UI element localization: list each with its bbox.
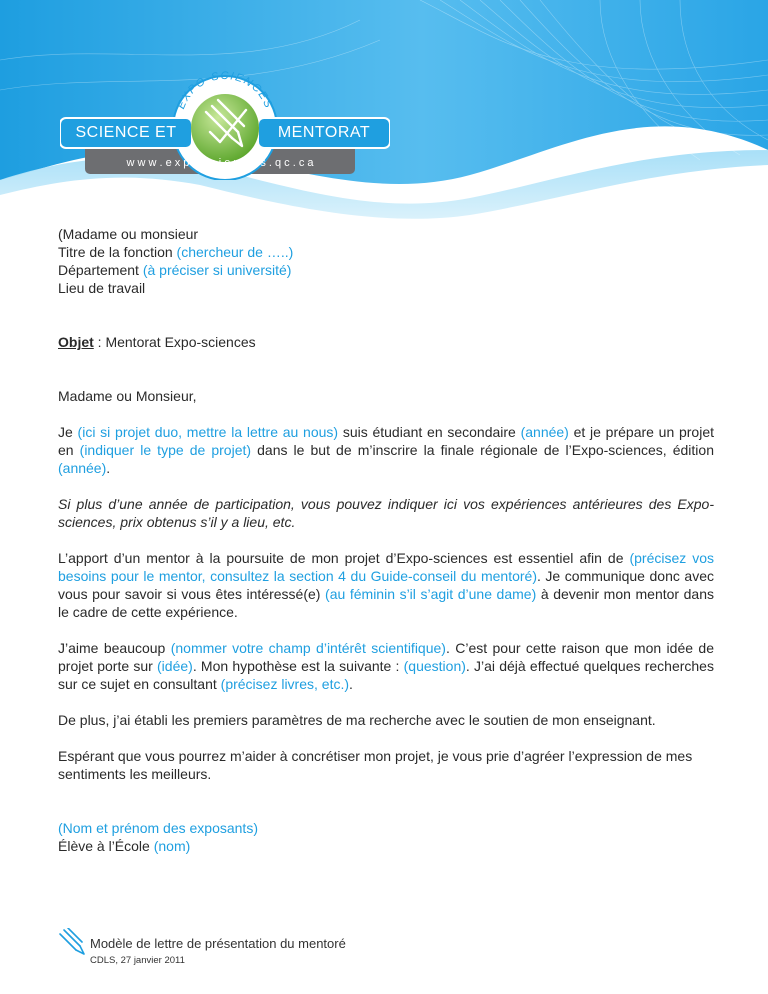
paragraph-research: De plus, j’ai établi les premiers paramètres de ma recherche avec le soutien de mon enseignant.: [58, 712, 656, 728]
letter-body: [58, 225, 714, 855]
placeholder-note: (nommer votre champ d’intérêt scientifique): [170, 640, 446, 656]
text: Je: [58, 424, 78, 440]
salutation: Madame ou Monsieur,: [58, 388, 197, 404]
placeholder-note: (à préciser si université): [142, 262, 292, 278]
placeholder-note: (année): [520, 424, 569, 440]
placeholder-note: (précisez livres, etc.): [220, 676, 350, 692]
placeholder-note: (idée): [157, 658, 193, 674]
text: à devenir mon mentor dans le cadre de cette expérience.: [58, 586, 714, 620]
text: J’aime beaucoup: [58, 640, 171, 656]
placeholder-note: (chercheur de …..): [176, 244, 294, 260]
text: et je prépare un projet en: [58, 424, 715, 458]
text: . Mon hypothèse est la suivante :: [192, 658, 404, 674]
text: . Je communique donc avec vous pour savoir si vous êtes intéressé(e): [58, 568, 714, 602]
recipient-line: Lieu de travail: [58, 280, 146, 296]
text: L’apport d’un mentor à la poursuite de mon projet d’Expo-sciences est essentiel afin de: [58, 550, 630, 566]
signature-school: [58, 837, 714, 855]
text: suis étudiant en secondaire: [338, 424, 521, 440]
subject-label: Objet: [58, 334, 94, 350]
paragraph-experience: Si plus d’une année de participation, vous pouvez indiquer ici vos expériences antérieures des Expo-sciences, prix obtenus s’il y a lieu, etc.: [58, 496, 714, 530]
text: .: [349, 676, 353, 692]
svg-text:EXPO-SCIENCES: [175, 70, 275, 111]
text: dans le but de m’inscrire la finale régionale de l’Expo-sciences, édition: [251, 442, 714, 458]
placeholder-note: (ici si projet duo, mettre la lettre au nous): [77, 424, 339, 440]
paragraph-interest: [58, 639, 714, 693]
footer-title: Modèle de lettre de présentation du mentoré: [90, 936, 346, 951]
paragraph-intro: [58, 423, 714, 477]
placeholder-note: (année): [58, 460, 107, 476]
recipient-department: Département: [58, 262, 143, 278]
logo-url: w w w . e x p o s c i e n c e s . q c . c a: [126, 157, 314, 169]
recipient-title: Titre de la fonction: [58, 244, 177, 260]
placeholder-note: (indiquer le type de projet): [79, 442, 252, 458]
recipient-line: (Madame ou monsieur: [58, 226, 199, 242]
placeholder-note: (nom): [153, 838, 191, 854]
placeholder-note: (au féminin s’il s’agit d’une dame): [325, 586, 537, 602]
text: Élève à l’École: [58, 838, 154, 854]
subject-text: : Mentorat Expo-sciences: [93, 334, 256, 350]
placeholder-note: (précisez vos besoins pour le mentor, consultez la section 4 du Guide-conseil du mentoré): [58, 550, 714, 584]
logo-right-label: MENTORAT: [277, 124, 371, 141]
footer-date: CDLS, 27 janvier 2011: [90, 955, 185, 966]
logo-left-label: SCIENCE ET: [75, 124, 177, 141]
placeholder-note: (question): [403, 658, 466, 674]
paragraph-closing: Espérant que vous pourrez m’aider à concrétiser mon projet, je vous prie d’agréer l’expression de mes sentiments les meilleurs.: [58, 748, 693, 782]
subject-line: [58, 333, 714, 351]
logo-ring-text-path: EXPO-SCIENCES: [175, 70, 275, 111]
text: . J’ai déjà effectué quelques recherches sur ce sujet en consultant: [58, 658, 714, 692]
recipient-line: [58, 261, 714, 279]
recipient-line: [58, 243, 714, 261]
signature-names: (Nom et prénom des exposants): [58, 820, 258, 836]
text: . C’est pour cette raison que mon idée de projet porte sur: [58, 640, 714, 674]
paragraph-mentor-request: [58, 549, 714, 621]
pencil-icon: [58, 928, 86, 956]
text: .: [106, 460, 111, 476]
